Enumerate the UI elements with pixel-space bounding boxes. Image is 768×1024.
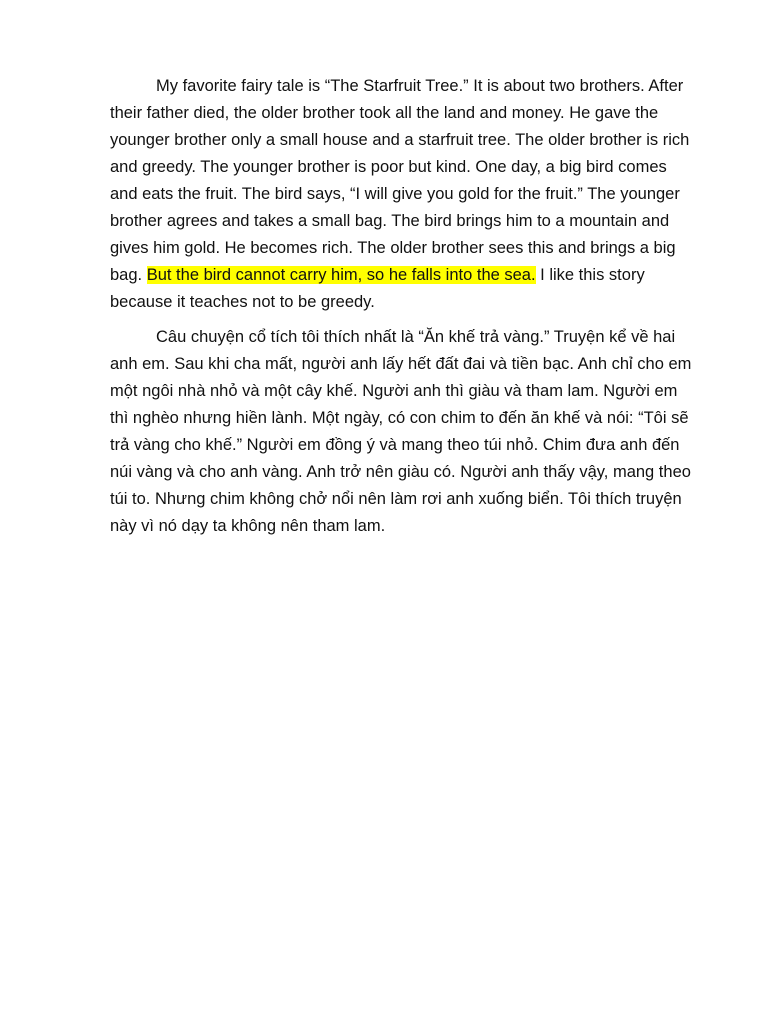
english-paragraph [110, 73, 696, 316]
document-body [110, 73, 696, 548]
vietnamese-paragraph: Câu chuyện cổ tích tôi thích nhất là “Ăn khế trả vàng.” Truyện kể về hai anh em. Sau khi cha mất, người anh lấy hết đất đai và tiền bạc. Anh chỉ cho em một ngôi nhà nhỏ và một cây khế. Người anh thì giàu và tham lam. Người em thì nghèo nhưng hiền lành. Một ngày, có con chim to đến ăn khế và nói: “Tôi sẽ trả vàng cho khế.” Người em đồng ý và mang theo túi nhỏ. Chim đưa anh đến núi vàng và cho anh vàng. Anh trở nên giàu có. Người anh thấy vậy, mang theo túi to. Nhưng chim không chở nổi nên làm rơi anh xuống biển. Tôi thích truyện này vì nó dạy ta không nên tham lam. [110, 328, 692, 535]
english-text-end: I like this story because it teaches not to be greedy. [110, 266, 645, 311]
english-text-start: My favorite fairy tale is “The Starfruit Tree.” It is about two brothers. After their father died, the older brother took all the land and money. He gave the younger brother only a small house and a starfruit tree. The older brother is rich and greedy. The younger brother is poor but kind. One day, a big bird comes and eats the fruit. The bird says, “I will give you gold for the fruit.” The younger brother agrees and takes a small bag. The bird brings him to a mountain and gives him gold. He becomes rich. The older brother sees this and brings a big bag. [110, 77, 690, 284]
highlighted-sentence: But the bird cannot carry him, so he falls into the sea. [146, 266, 536, 284]
